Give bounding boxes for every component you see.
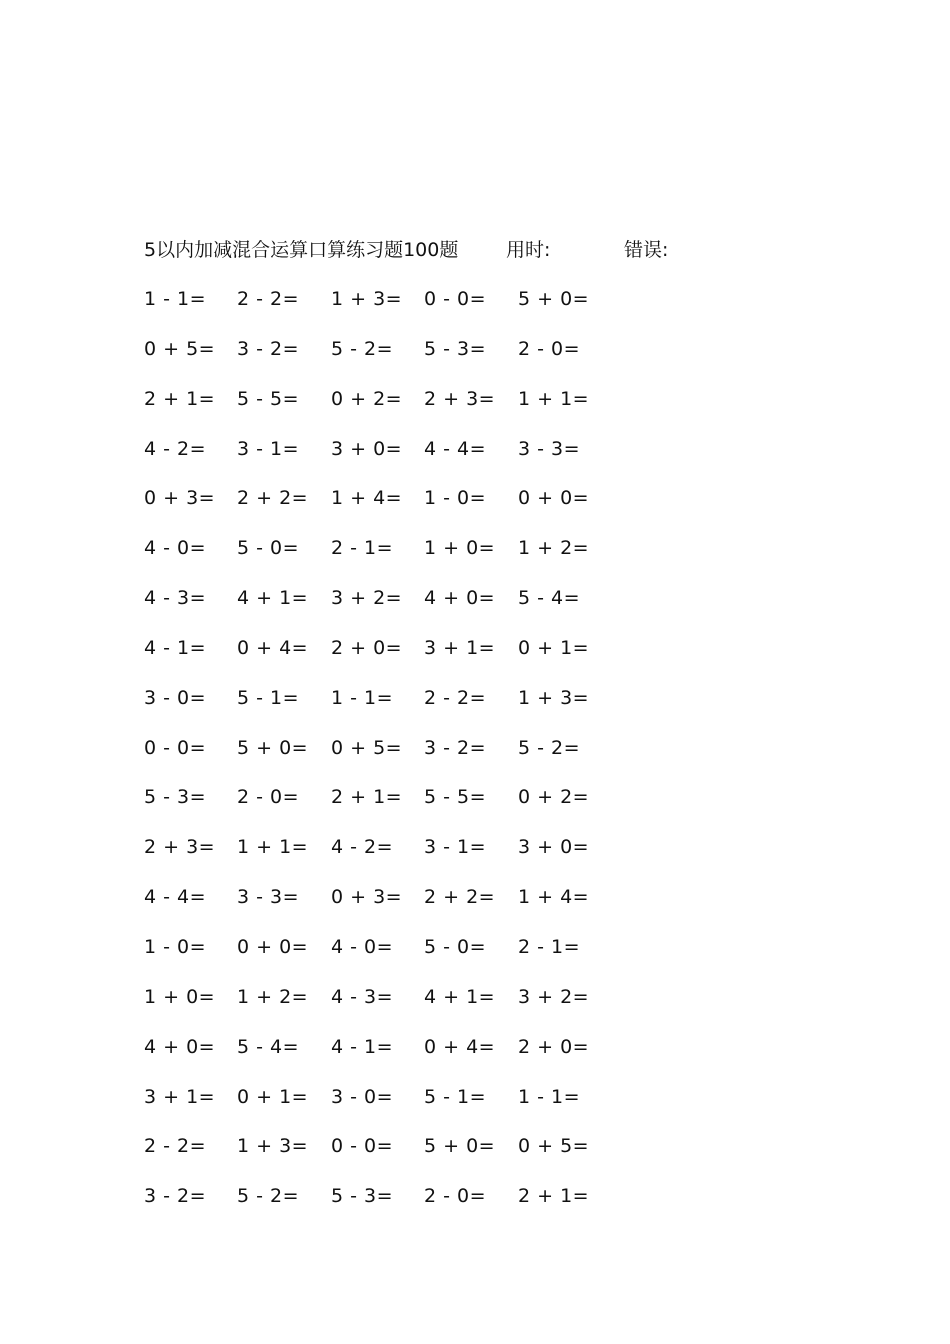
math-problem: 0 + 1= (237, 1085, 309, 1108)
math-problem: 3 - 0= (331, 1085, 394, 1108)
math-problem: 2 - 1= (331, 537, 394, 560)
math-problem: 5 - 4= (518, 587, 581, 610)
math-problem: 1 - 0= (424, 487, 487, 510)
errors-label: 错误: (624, 239, 669, 261)
math-problem: 1 + 4= (518, 886, 590, 909)
math-problem: 5 - 4= (237, 1035, 300, 1058)
math-problem: 0 + 5= (144, 337, 216, 360)
math-problem: 5 + 0= (424, 1135, 496, 1158)
math-problem: 1 - 1= (518, 1085, 581, 1108)
math-problem: 0 + 0= (237, 935, 309, 958)
math-problem: 3 + 2= (518, 985, 590, 1008)
math-problem: 0 + 5= (331, 736, 403, 759)
math-problem: 3 - 0= (144, 686, 207, 709)
math-problem: 2 - 2= (237, 288, 300, 310)
math-problem: 1 - 1= (331, 686, 394, 709)
math-problem: 4 - 1= (331, 1035, 394, 1058)
math-problem: 5 - 1= (237, 686, 300, 709)
math-problem: 4 + 1= (237, 587, 309, 610)
math-problem: 1 + 0= (144, 985, 216, 1008)
problem-row (144, 834, 644, 884)
math-problem: 3 + 0= (518, 836, 590, 859)
problem-row (144, 286, 644, 336)
math-problem: 5 - 3= (331, 1185, 394, 1208)
math-problem: 1 + 4= (331, 487, 403, 510)
math-problem: 3 - 3= (518, 437, 581, 460)
problem-row (144, 336, 644, 386)
math-problem: 4 - 0= (331, 935, 394, 958)
problem-row (144, 485, 644, 535)
math-problem: 0 + 3= (144, 487, 216, 510)
math-problem: 2 + 3= (144, 836, 216, 859)
math-problem: 0 + 4= (237, 636, 309, 659)
problem-row (144, 1084, 644, 1134)
problem-row (144, 635, 644, 685)
math-problem: 2 + 3= (424, 387, 496, 410)
math-problem: 5 - 1= (424, 1085, 487, 1108)
math-problem: 0 + 1= (518, 636, 590, 659)
problem-row (144, 1034, 644, 1084)
math-problem: 5 - 0= (237, 537, 300, 560)
math-problem: 5 + 0= (237, 736, 309, 759)
problem-row (144, 735, 644, 785)
math-problem: 2 - 0= (518, 337, 581, 360)
math-problem: 5 - 0= (424, 935, 487, 958)
problem-row (144, 934, 644, 984)
math-problem: 3 - 1= (237, 437, 300, 460)
math-problem: 3 + 2= (331, 587, 403, 610)
math-problem: 4 + 0= (144, 1035, 216, 1058)
math-problem: 1 + 2= (518, 537, 590, 560)
problem-row (144, 1183, 644, 1233)
math-problem: 2 - 1= (518, 935, 581, 958)
math-problem: 2 - 0= (237, 786, 300, 809)
math-problem: 1 - 1= (144, 288, 207, 310)
math-problem: 2 - 2= (144, 1135, 207, 1158)
math-problem: 4 - 0= (144, 537, 207, 560)
problem-row (144, 585, 644, 635)
worksheet-header (144, 236, 844, 264)
math-problem: 1 + 1= (518, 387, 590, 410)
math-problem: 5 - 3= (144, 786, 207, 809)
math-problem: 2 + 0= (331, 636, 403, 659)
problem-row (144, 386, 644, 436)
problem-row (144, 436, 644, 486)
math-problem: 1 - 0= (144, 935, 207, 958)
math-problem: 0 - 0= (331, 1135, 394, 1158)
problem-row (144, 984, 644, 1034)
problem-row (144, 1133, 644, 1183)
math-problem: 4 - 2= (144, 437, 207, 460)
math-problem: 4 - 4= (144, 886, 207, 909)
problem-grid (144, 286, 644, 1233)
math-problem: 0 + 0= (518, 487, 590, 510)
math-problem: 5 - 2= (518, 736, 581, 759)
math-problem: 1 + 0= (424, 537, 496, 560)
math-problem: 0 + 2= (331, 387, 403, 410)
math-problem: 5 - 5= (424, 786, 487, 809)
math-problem: 1 + 3= (331, 288, 403, 310)
math-problem: 4 + 0= (424, 587, 496, 610)
math-problem: 4 + 1= (424, 985, 496, 1008)
math-problem: 3 - 3= (237, 886, 300, 909)
problem-row (144, 784, 644, 834)
time-used-label: 用时: (506, 239, 551, 261)
math-problem: 4 - 1= (144, 636, 207, 659)
math-problem: 4 - 3= (144, 587, 207, 610)
math-problem: 2 + 1= (144, 387, 216, 410)
worksheet-title: 5以内加减混合运算口算练习题100题 (144, 239, 459, 261)
math-problem: 0 + 3= (331, 886, 403, 909)
math-problem: 5 - 2= (331, 337, 394, 360)
problem-row (144, 535, 644, 585)
math-problem: 2 + 2= (237, 487, 309, 510)
math-problem: 5 - 2= (237, 1185, 300, 1208)
math-problem: 4 - 3= (331, 985, 394, 1008)
math-problem: 0 + 4= (424, 1035, 496, 1058)
math-problem: 0 - 0= (144, 736, 207, 759)
math-problem: 1 + 3= (518, 686, 590, 709)
math-problem: 5 - 5= (237, 387, 300, 410)
math-problem: 1 + 3= (237, 1135, 309, 1158)
math-problem: 0 + 2= (518, 786, 590, 809)
math-problem: 0 - 0= (424, 288, 487, 310)
problem-row (144, 685, 644, 735)
math-problem: 5 + 0= (518, 288, 590, 310)
math-problem: 3 + 1= (424, 636, 496, 659)
math-problem: 0 + 5= (518, 1135, 590, 1158)
math-problem: 3 - 2= (144, 1185, 207, 1208)
math-problem: 2 + 1= (518, 1185, 590, 1208)
math-problem: 5 - 3= (424, 337, 487, 360)
math-problem: 2 - 0= (424, 1185, 487, 1208)
math-problem: 4 - 4= (424, 437, 487, 460)
math-problem: 2 + 1= (331, 786, 403, 809)
math-problem: 2 + 0= (518, 1035, 590, 1058)
problem-row (144, 884, 644, 934)
math-problem: 2 + 2= (424, 886, 496, 909)
math-problem: 3 + 0= (331, 437, 403, 460)
math-problem: 3 - 2= (237, 337, 300, 360)
math-problem: 3 + 1= (144, 1085, 216, 1108)
math-problem: 4 - 2= (331, 836, 394, 859)
math-problem: 1 + 1= (237, 836, 309, 859)
math-problem: 3 - 2= (424, 736, 487, 759)
math-problem: 1 + 2= (237, 985, 309, 1008)
math-problem: 3 - 1= (424, 836, 487, 859)
math-problem: 2 - 2= (424, 686, 487, 709)
